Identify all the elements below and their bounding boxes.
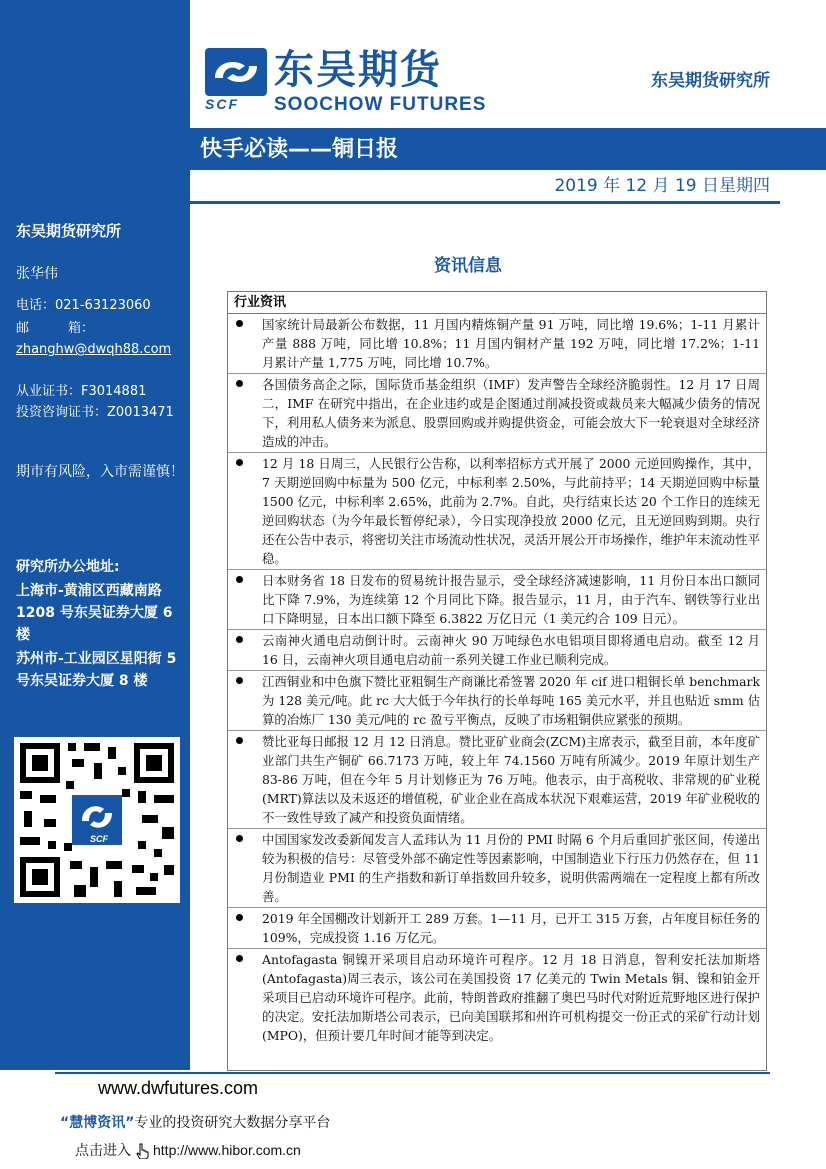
date-divider: [190, 201, 780, 204]
logo-english-name: SOOCHOW FUTURES: [274, 94, 487, 115]
list-item: [228, 570, 766, 630]
report-title: 快手必读——铜日报: [200, 137, 399, 162]
hand-cursor-icon: [135, 1143, 149, 1159]
soochow-logo-icon: [205, 48, 267, 96]
practice-cert: 从业证书：F3014881: [16, 384, 147, 399]
logo-scf-text: SCF: [205, 96, 239, 112]
hibor-url[interactable]: http://www.hibor.com.cn: [153, 1142, 301, 1158]
list-item: [228, 671, 766, 731]
logo-chinese-name: 东吴期货: [274, 47, 442, 93]
news-text: 中国国家发改委新闻发言人孟玮认为 11 月份的 PMI 时隔 6 个月后重回扩张区间，传递出较为积极的信号：尽管受外部不确定性等因素影响，中国制造业下行压力仍然存在，但 11 月份制造业 PMI 的生产指数和新订单指数回升较多，说明供需两端在一定程度上都有所改善。: [262, 832, 760, 904]
footer-hibor-link[interactable]: [75, 1140, 301, 1160]
author-phone: 电话：021-63123060: [16, 298, 151, 313]
email-label: 邮 箱：: [16, 321, 95, 336]
bullet-icon: [236, 320, 243, 327]
footer-divider: [55, 1072, 770, 1074]
news-text: 12 月 18 日周三，人民银行公告称，以利率招标方式开展了 2000 元逆回购操作，其中，7 天期逆回购中标量为 500 亿元，中标利率 2.50%，与此前持平；14 天期逆回购中标量 1500 亿元，中标利率 2.65%，此前为 2.7%。自此，央行结束长达 20 个工作日的连续无逆回购状态（为今年最长暂停纪录），今日实现净投放 2000 亿元，且无逆回购到期。央行还在公告中表示，将密切关注市场流动性状况，灵活开展公开市场操作，维护年末流动性平稳。: [262, 456, 760, 566]
list-item: [228, 829, 766, 908]
list-item: [228, 314, 766, 374]
news-text: 国家统计局最新公布数据，11 月国内精炼铜产量 91 万吨，同比增 19.6%；1-11 月累计产量 888 万吨，同比增 10.8%；11 月国内铜材产量 192 万吨，同比增 17.2%；1-11 月累计产量 1,775 万吨，同比增 10.7%。: [262, 317, 760, 370]
address-label: 研究所办公地址:: [16, 559, 120, 575]
bullet-icon: [236, 914, 243, 921]
news-text: 江西铜业和中色旗下赞比亚粗铜生产商谦比希签署 2020 年 cif 进口粗铜长单 benchmark 为 128 美元/吨。此 rc 大大低于今年执行的长单每吨 165 美元水平，并且也贴近 smm 估算的冶炼厂 130 美元/吨的 rc 盈亏平衡点，反映了市场粗铜供应紧张的预期。: [262, 674, 760, 727]
address-shanghai: 上海市-黄浦区西藏南路1208 号东吴证券大厦 6 楼: [16, 583, 173, 643]
qr-center-label: SCF: [90, 834, 108, 844]
report-date: 2019 年 12 月 19 日星期四: [554, 176, 770, 196]
news-text: 日本财务省 18 日发布的贸易统计报告显示，受全球经济减速影响，11 月份日本出口额同比下降 7.9%，为连续第 12 个月同比下降。报告显示，11 月，由于汽车、钢铁等行业出口下降明显，日本出口额下降至 6.3822 万亿日元（1 美元约合 109 日元）。: [262, 573, 760, 626]
author-name: 张华伟: [16, 266, 58, 282]
bullet-icon: [236, 459, 243, 466]
news-list: [228, 314, 766, 1046]
news-text: 2019 年全国棚改计划新开工 289 万套。1—11 月，已开工 315 万套，占年度目标任务的 109%，完成投资 1.16 万亿元。: [262, 911, 760, 945]
industry-news-box: [227, 291, 767, 1071]
footer-website-link[interactable]: www.dwfutures.com: [98, 1078, 259, 1098]
risk-warning: 期市有风险，入市需谨慎！: [16, 464, 184, 480]
list-item: [228, 731, 766, 829]
news-text: Antofagasta 铜镍开采项目启动环境许可程序。12 月 18 日消息，智利安托法加斯塔(Antofagasta)周三表示，该公司在美国投资 17 亿美元的 Twin Metals 铜、镍和铂金开采项目已启动环境许可程序。此前，特朗普政府推翻了奥巴马时代对附近荒野地区进行保护的决定。安托法加斯塔公司表示，已向美国联邦和州许可机构提交一份正式的采矿行动计划(MPO)，但预计要几年时间才能等到决定。: [262, 952, 760, 1043]
bullet-icon: [236, 677, 243, 684]
footer-slogan: [60, 1112, 330, 1132]
address-suzhou: 苏州市-工业园区星阳街 5 号东吴证券大厦 8 楼: [16, 651, 177, 689]
list-item: [228, 908, 766, 949]
news-text: 赞比亚每日邮报 12 月 12 日消息。赞比亚矿业商会(ZCM)主席表示，截至目前，本年度矿业部门共生产铜矿 66.7173 万吨，较上年 74.1560 万吨有所减少。2019 年原计划生产 83-86 万吨，但在今年 5 月计划修正为 76 万吨。他表示，由于高税收、非常规的矿业税(MRT)算法以及未返还的增值税，矿业企业在高成本状况下艰难运营，2019 年矿业税收的不一致性导致了减产和投资负面情绪。: [262, 734, 760, 825]
bullet-icon: [236, 380, 243, 387]
news-text: 各国债务高企之际，国际货币基金组织（IMF）发声警告全球经济脆弱性。12 月 17 日周二，IMF 在研究中指出，在企业违约或是企图通过削减投资或裁员来大幅减少债务的情况下，利用私人债务来为派息、股票回购或并购提供资金，可能会放大下一轮衰退对全球经济造成的冲击。: [262, 377, 760, 449]
list-item: [228, 949, 766, 1046]
section-title: 资讯信息: [434, 256, 502, 276]
sidebar-org: 东吴期货研究所: [16, 222, 122, 240]
list-item: [228, 630, 766, 671]
qr-code-icon: [14, 737, 180, 903]
slogan-text: 专业的投资研究大数据分享平台: [134, 1115, 331, 1131]
news-box-header: 行业资讯: [228, 292, 766, 314]
advisor-cert: 投资咨询证书：Z0013471: [16, 405, 174, 420]
bullet-icon: [236, 576, 243, 583]
link-prefix: 点击进入: [75, 1143, 131, 1159]
bullet-icon: [236, 835, 243, 842]
left-sidebar: [0, 0, 190, 1070]
header-org-name: 东吴期货研究所: [651, 71, 770, 91]
slogan-brand: “慧博资讯”: [60, 1115, 135, 1131]
list-item: [228, 374, 766, 453]
news-text: 云南神火通电启动倒计时。云南神火 90 万吨绿色水电铝项目即将通电启动。截至 12 月 16 日，云南神火项目通电启动前一系列关键工作业已顺利完成。: [262, 633, 760, 667]
bullet-icon: [236, 737, 243, 744]
bullet-icon: [236, 955, 243, 962]
list-item: [228, 453, 766, 570]
author-email[interactable]: zhanghw@dwqh88.com: [16, 342, 172, 357]
bullet-icon: [236, 636, 243, 643]
